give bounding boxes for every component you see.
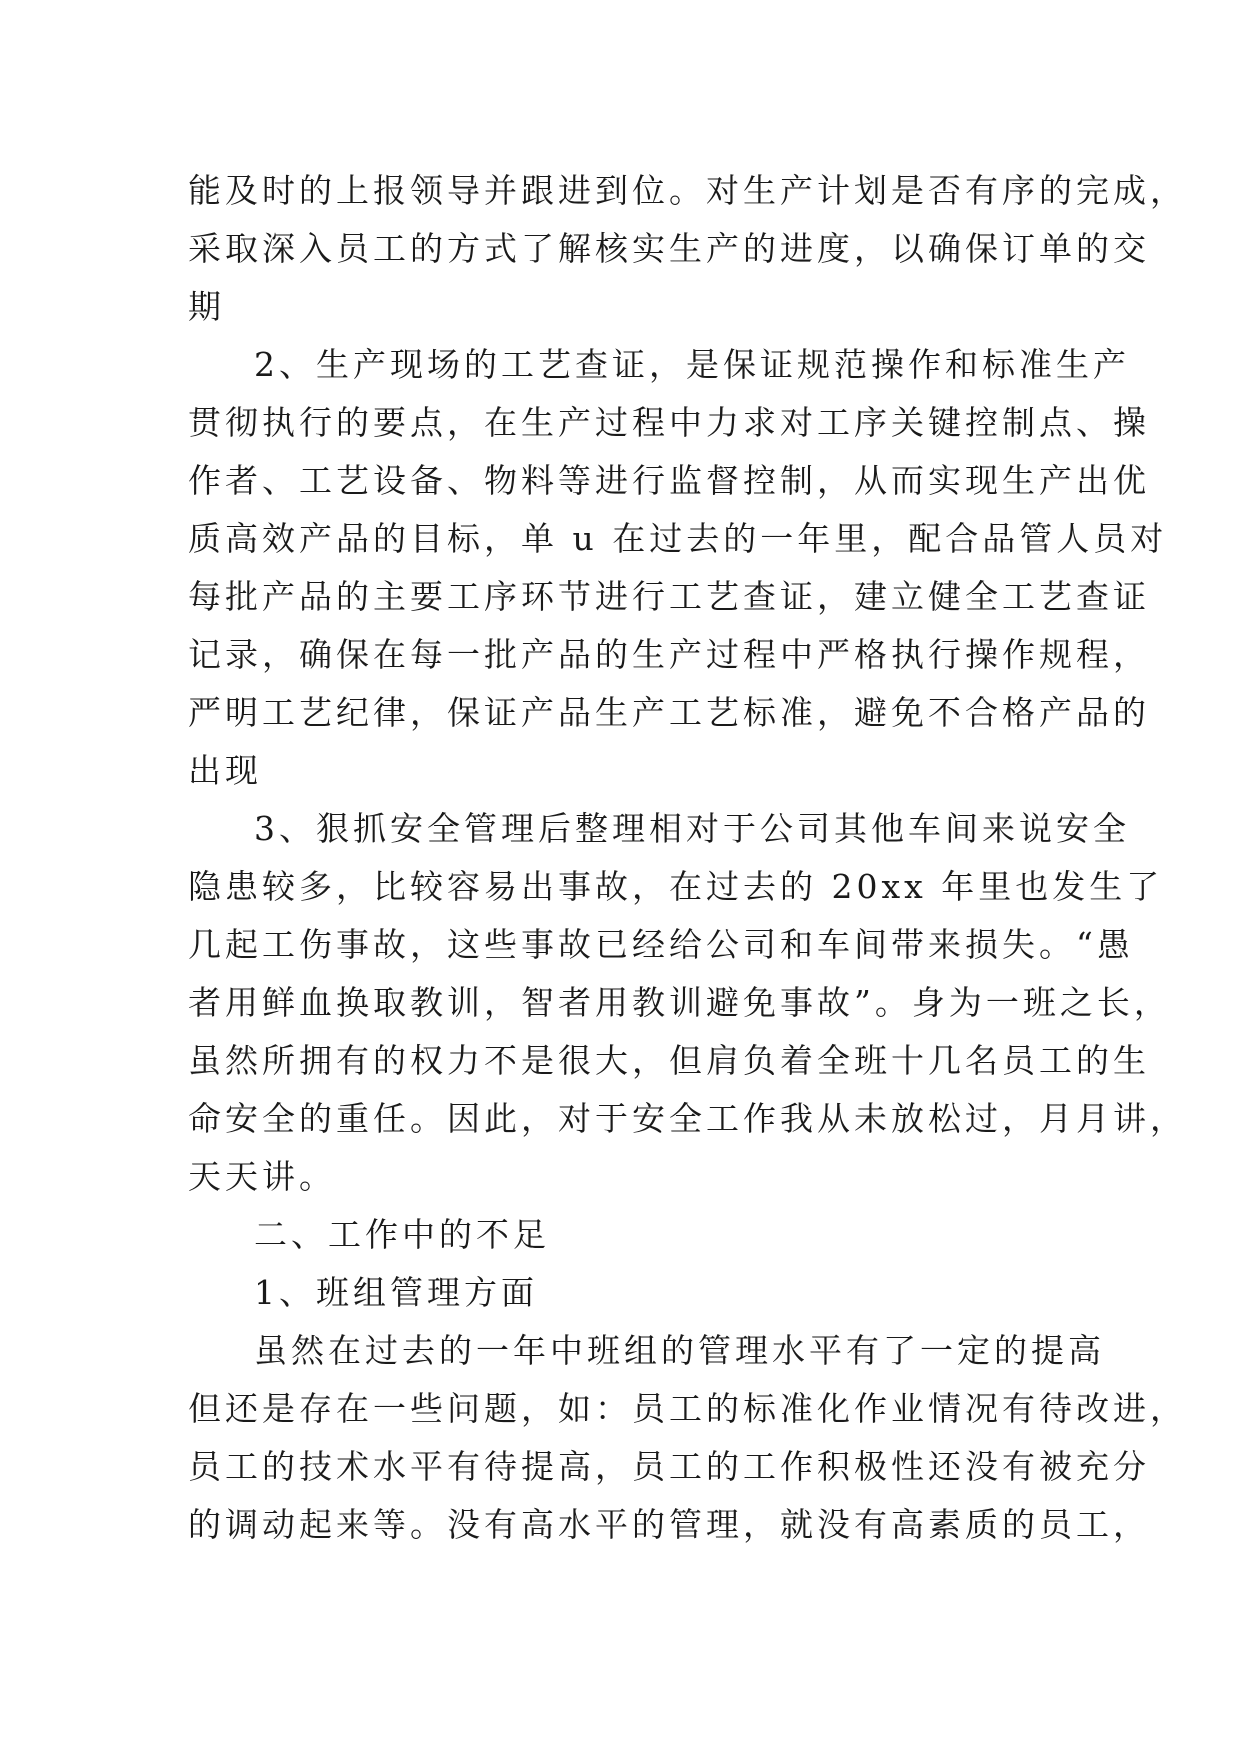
text-line: 的调动起来等。没有高水平的管理，就没有高素质的员工， xyxy=(188,1505,1150,1544)
paragraph-production-plan xyxy=(188,162,1241,336)
text-line: 虽然所拥有的权力不是很大，但肩负着全班十几名员工的生 xyxy=(188,1041,1150,1080)
subsection-heading: 1、班组管理方面 xyxy=(254,1273,538,1312)
text-line: 期 xyxy=(188,287,225,326)
text-line: 者用鲜血换取教训，智者用教训避免事故”。身为一班之长， xyxy=(188,983,1171,1022)
text-line: 员工的技术水平有待提高，员工的工作积极性还没有被充分 xyxy=(188,1447,1150,1486)
text-line: 贯彻执行的要点，在生产过程中力求对工序关键控制点、操 xyxy=(188,403,1150,442)
text-line: 能及时的上报领导并跟进到位。对生产计划是否有序的完成， xyxy=(188,171,1187,210)
section-heading-shortcomings xyxy=(188,1206,1241,1264)
text-line: 每批产品的主要工序环节进行工艺查证，建立健全工艺查证 xyxy=(188,577,1150,616)
text-line: 采取深入员工的方式了解核实生产的进度，以确保订单的交 xyxy=(188,229,1150,268)
text-line: 2、生产现场的工艺查证，是保证规范操作和标准生产 xyxy=(254,345,1130,384)
paragraph-process-verification xyxy=(188,336,1241,800)
text-line: 虽然在过去的一年中班组的管理水平有了一定的提高 xyxy=(254,1331,1105,1370)
subsection-heading-team-management xyxy=(188,1264,1241,1322)
text-line: 天天讲。 xyxy=(188,1157,336,1196)
section-heading: 二、工作中的不足 xyxy=(254,1215,550,1254)
text-line: 记录，确保在每一批产品的生产过程中严格执行操作规程， xyxy=(188,635,1150,674)
paragraph-safety-management xyxy=(188,800,1241,1206)
paragraph-team-management xyxy=(188,1322,1241,1554)
text-line: 作者、工艺设备、物料等进行监督控制，从而实现生产出优 xyxy=(188,461,1150,500)
text-line: 命安全的重任。因此，对于安全工作我从未放松过，月月讲， xyxy=(188,1099,1187,1138)
text-line: 质高效产品的目标，单 u 在过去的一年里，配合品管人员对 xyxy=(188,519,1168,558)
text-line: 3、狠抓安全管理后整理相对于公司其他车间来说安全 xyxy=(254,809,1130,848)
text-line: 出现 xyxy=(188,751,262,790)
text-line: 严明工艺纪律，保证产品生产工艺标准，避免不合格产品的 xyxy=(188,693,1150,732)
text-line: 几起工伤事故，这些事故已经给公司和车间带来损失。“愚 xyxy=(188,925,1134,964)
text-line: 隐患较多，比较容易出事故，在过去的 20xx 年里也发生了 xyxy=(188,867,1164,906)
text-line: 但还是存在一些问题，如：员工的标准化作业情况有待改进， xyxy=(188,1389,1187,1428)
